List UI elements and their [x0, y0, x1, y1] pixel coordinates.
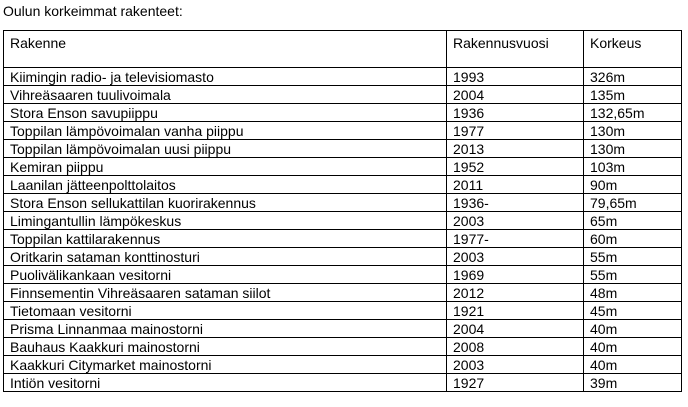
construction-year-cell: 1927: [447, 374, 584, 392]
structure-name-cell: Finnsementin Vihreäsaaren sataman siilot: [4, 284, 447, 302]
construction-year-cell: 2003: [447, 356, 584, 374]
structure-name-cell: Oritkarin sataman konttinosturi: [4, 248, 447, 266]
table-row: [4, 176, 682, 194]
tallest-structures-table: [3, 30, 682, 392]
construction-year-cell: 2008: [447, 338, 584, 356]
structure-name-cell: Laanilan jätteenpolttolaitos: [4, 176, 447, 194]
construction-year-cell: 2003: [447, 248, 584, 266]
table-row: [4, 248, 682, 266]
structure-name-cell: Kiimingin radio- ja televisiomasto: [4, 68, 447, 86]
table-header-row: [4, 31, 682, 68]
table-row: [4, 122, 682, 140]
construction-year-cell: 2011: [447, 176, 584, 194]
table-row: [4, 212, 682, 230]
structure-name-cell: Toppilan lämpövoimalan vanha piippu: [4, 122, 447, 140]
table-row: [4, 86, 682, 104]
height-cell: 60m: [584, 230, 682, 248]
height-cell: 326m: [584, 68, 682, 86]
construction-year-cell: 1969: [447, 266, 584, 284]
height-cell: 39m: [584, 374, 682, 392]
table-row: [4, 284, 682, 302]
table-row: [4, 356, 682, 374]
structure-name-cell: Toppilan lämpövoimalan uusi piippu: [4, 140, 447, 158]
construction-year-cell: 2003: [447, 212, 584, 230]
height-cell: 40m: [584, 356, 682, 374]
structure-name-cell: Vihreäsaaren tuulivoimala: [4, 86, 447, 104]
table-row: [4, 158, 682, 176]
height-cell: 103m: [584, 158, 682, 176]
structure-name-cell: Stora Enson sellukattilan kuorirakennus: [4, 194, 447, 212]
column-header-structure: Rakenne: [4, 31, 447, 68]
column-header-construction-year: Rakennusvuosi: [447, 31, 584, 68]
construction-year-cell: 1952: [447, 158, 584, 176]
height-cell: 40m: [584, 320, 682, 338]
structure-name-cell: Puolivälikankaan vesitorni: [4, 266, 447, 284]
table-row: [4, 266, 682, 284]
construction-year-cell: 2013: [447, 140, 584, 158]
structure-name-cell: Intiön vesitorni: [4, 374, 447, 392]
construction-year-cell: 2004: [447, 86, 584, 104]
structure-name-cell: Kemiran piippu: [4, 158, 447, 176]
table-row: [4, 302, 682, 320]
height-cell: 55m: [584, 266, 682, 284]
construction-year-cell: 1921: [447, 302, 584, 320]
table-row: [4, 140, 682, 158]
structure-name-cell: Stora Enson savupiippu: [4, 104, 447, 122]
height-cell: 45m: [584, 302, 682, 320]
table-row: [4, 338, 682, 356]
table-row: [4, 320, 682, 338]
structure-name-cell: Kaakkuri Citymarket mainostorni: [4, 356, 447, 374]
height-cell: 55m: [584, 248, 682, 266]
table-row: [4, 230, 682, 248]
height-cell: 135m: [584, 86, 682, 104]
structure-name-cell: Limingantullin lämpökeskus: [4, 212, 447, 230]
height-cell: 130m: [584, 122, 682, 140]
table-row: [4, 374, 682, 392]
construction-year-cell: 2004: [447, 320, 584, 338]
construction-year-cell: 1936: [447, 104, 584, 122]
table-row: [4, 194, 682, 212]
document-title: Oulun korkeimmat rakenteet:: [3, 3, 183, 19]
construction-year-cell: 1977: [447, 122, 584, 140]
height-cell: 48m: [584, 284, 682, 302]
construction-year-cell: 1936-: [447, 194, 584, 212]
height-cell: 40m: [584, 338, 682, 356]
height-cell: 90m: [584, 176, 682, 194]
construction-year-cell: 2012: [447, 284, 584, 302]
height-cell: 130m: [584, 140, 682, 158]
structure-name-cell: Toppilan kattilarakennus: [4, 230, 447, 248]
column-header-height: Korkeus: [584, 31, 682, 68]
height-cell: 65m: [584, 212, 682, 230]
table-row: [4, 104, 682, 122]
structure-name-cell: Tietomaan vesitorni: [4, 302, 447, 320]
construction-year-cell: 1977-: [447, 230, 584, 248]
height-cell: 132,65m: [584, 104, 682, 122]
structure-name-cell: Prisma Linnanmaa mainostorni: [4, 320, 447, 338]
height-cell: 79,65m: [584, 194, 682, 212]
table-row: [4, 68, 682, 86]
structure-name-cell: Bauhaus Kaakkuri mainostorni: [4, 338, 447, 356]
construction-year-cell: 1993: [447, 68, 584, 86]
